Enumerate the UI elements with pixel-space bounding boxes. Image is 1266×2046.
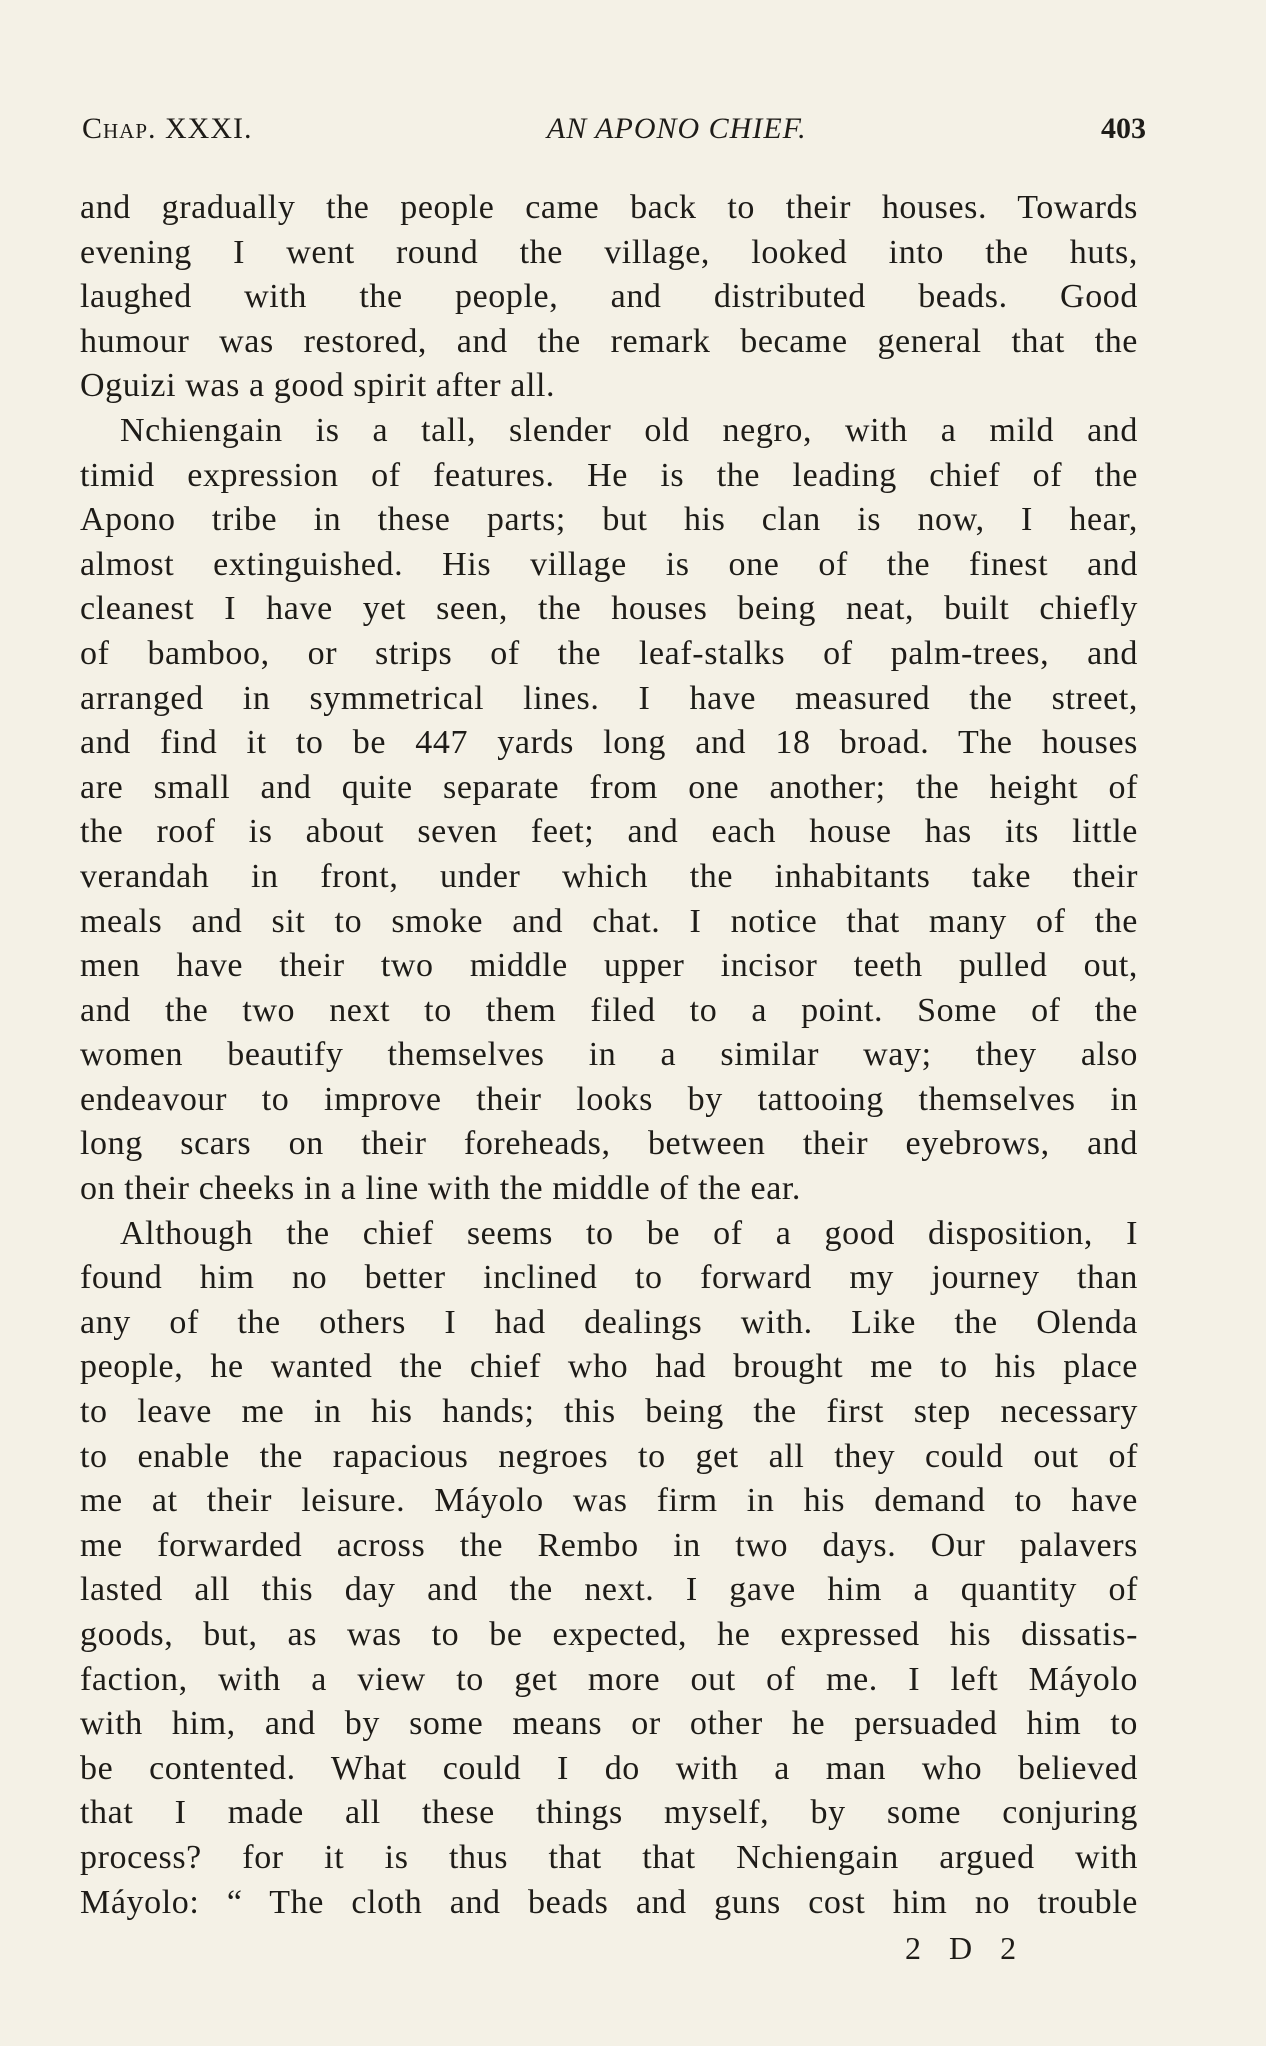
text-line: process? for it is thus that that Nchiengain argued with: [80, 1838, 1138, 1876]
text-line: with him, and by some means or other he persuaded him to: [80, 1705, 1138, 1743]
page-number: 403: [1101, 112, 1146, 145]
text-line: arranged in symmetrical lines. I have measured the street,: [80, 679, 1138, 717]
text-line: Apono tribe in these parts; but his clan is now, I hear,: [80, 501, 1138, 539]
text-line: found him no better inclined to forward my journey than: [80, 1259, 1138, 1297]
text-line: and find it to be 447 yards long and 18 broad. The houses: [80, 724, 1138, 762]
text-line: be contented. What could I do with a man who believed: [80, 1749, 1138, 1787]
chapter-label: Chap. XXXI.: [82, 112, 253, 145]
body-text: [80, 186, 1138, 1925]
text-line: to enable the rapacious negroes to get all they could out of: [80, 1437, 1138, 1475]
text-line: me forwarded across the Rembo in two days. Our palavers: [80, 1526, 1138, 1564]
text-line: and gradually the people came back to their houses. Towards: [80, 189, 1138, 226]
text-line: Oguizi was a good spirit after all.: [80, 367, 556, 405]
text-line: endeavour to improve their looks by tattooing themselves in: [80, 1080, 1138, 1118]
text-line: Nchiengain is a tall, slender old negro, with a mild and: [120, 411, 1138, 449]
text-line: to leave me in his hands; this being the first step necessary: [80, 1393, 1138, 1431]
text-line: the roof is about seven feet; and each house has its little: [80, 813, 1138, 851]
running-title: AN APONO CHIEF.: [546, 112, 807, 145]
text-line: people, he wanted the chief who had brought me to his place: [80, 1348, 1138, 1386]
text-line: lasted all this day and the next. I gave him a quantity of: [80, 1571, 1138, 1609]
text-line: faction, with a view to get more out of me. I left Máyolo: [80, 1660, 1138, 1698]
text-line: are small and quite separate from one another; the height of: [80, 768, 1138, 806]
text-line: laughed with the people, and distributed beads. Good: [80, 278, 1138, 316]
text-line: almost extinguished. His village is one of the finest and: [80, 545, 1138, 583]
text-line: humour was restored, and the remark became general that the: [80, 322, 1138, 360]
text-line: of bamboo, or strips of the leaf-stalks of palm-trees, and: [80, 634, 1138, 672]
text-line: Although the chief seems to be of a good disposition, I: [120, 1214, 1138, 1252]
text-line: evening I went round the village, looked into the huts,: [80, 233, 1138, 271]
text-line: any of the others I had dealings with. Like the Olenda: [80, 1303, 1138, 1341]
text-line: women beautify themselves in a similar way; they also: [80, 1036, 1138, 1074]
text-line: me at their leisure. Máyolo was firm in his demand to have: [80, 1482, 1138, 1520]
text-line: verandah in front, under which the inhabitants take their: [80, 857, 1138, 895]
text-line: meals and sit to smoke and chat. I notice that many of the: [80, 902, 1138, 940]
page-header: [82, 112, 1146, 160]
text-line: that I made all these things myself, by some conjuring: [80, 1794, 1138, 1832]
text-line: goods, but, as was to be expected, he expressed his dissatis-: [80, 1616, 1138, 1653]
text-line: long scars on their foreheads, between their eyebrows, and: [80, 1125, 1138, 1163]
text-line: and the two next to them filed to a point. Some of the: [80, 991, 1138, 1029]
text-line: timid expression of features. He is the leading chief of the: [80, 456, 1138, 494]
text-line: men have their two middle upper incisor teeth pulled out,: [80, 947, 1138, 985]
printer-signature-mark: 2 D 2: [905, 1930, 1027, 1966]
text-line: on their cheeks in a line with the middle of the ear.: [80, 1170, 802, 1208]
text-line: Máyolo: “ The cloth and beads and guns cost him no trouble: [80, 1883, 1138, 1921]
text-line: cleanest I have yet seen, the houses being neat, built chiefly: [80, 590, 1138, 628]
